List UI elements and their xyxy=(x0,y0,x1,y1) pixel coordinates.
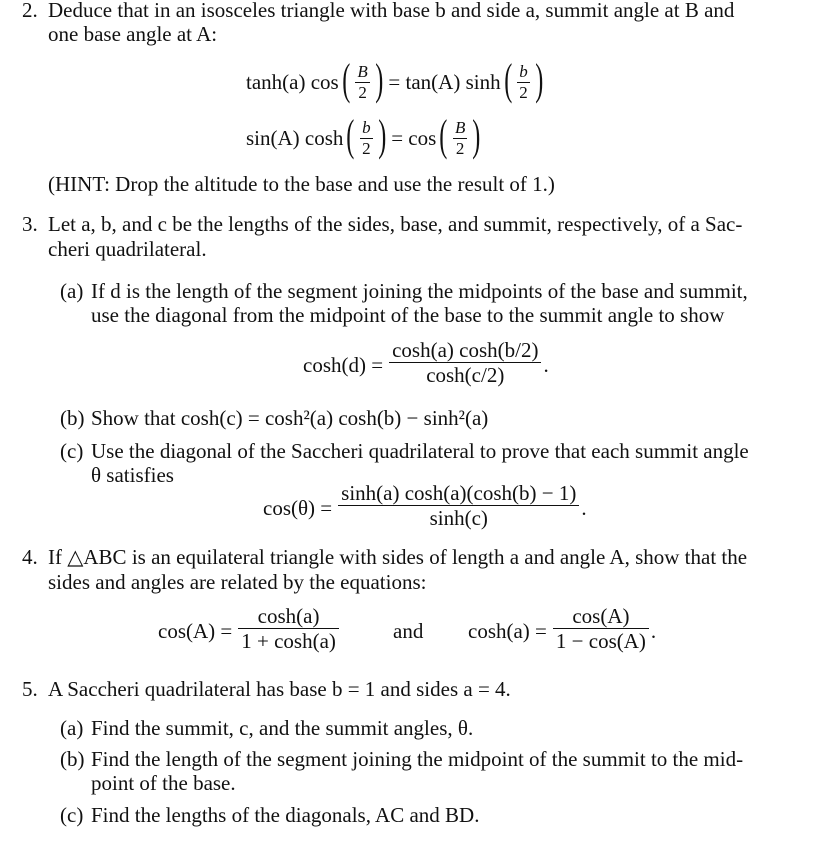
equation-3c: cos(θ) = $\frac{\sinh(a) \cosh(a)(\cosh(b) - 1)}{\sinh(c)}$ . xyxy=(263,481,587,531)
paren-frac-B-over-2: ( $\frac{B}{2}$ ) xyxy=(439,111,481,161)
problem-3b-text: Show that cosh(c) = cosh²(a) cosh(b) − sinh²(a) xyxy=(91,406,489,430)
eq-4-left1: cos(A) = xyxy=(158,618,233,643)
problem-3c-line2: θ satisfies xyxy=(91,463,174,487)
problem-4-number: 4. xyxy=(22,545,38,569)
frac-den: 2 xyxy=(358,82,367,102)
problem-3-text-line1: Let a, b, and c be the lengths of the sides, base, and summit, respectively, of a Sac- xyxy=(48,212,743,236)
paren-frac-b-over-2: ( $\frac{b}{2}$ ) xyxy=(503,55,544,105)
frac-num: b xyxy=(362,118,371,137)
eq-2-2-mid: = cos xyxy=(391,125,437,150)
problem-5a-text: Find the summit, c, and the summit angles, θ. xyxy=(91,716,474,740)
problem-3c-label: (c) xyxy=(60,439,84,463)
problem-5c-text: Find the lengths of the diagonals, AC and BD. xyxy=(91,803,480,827)
eq-3c-left: cos(θ) = xyxy=(263,495,333,520)
eq-4-denominator1: 1 + cosh(a) xyxy=(241,629,336,654)
frac-num: B xyxy=(454,118,466,137)
problem-3-text-line2: cheri quadrilateral. xyxy=(48,237,207,261)
frac-den: 2 xyxy=(362,138,371,158)
eq-2-1-left: tanh(a) cos xyxy=(246,69,339,94)
problem-3b-label: (b) xyxy=(60,406,85,430)
problem-2-text-line1: Deduce that in an isosceles triangle with base b and side a, summit angle at B and xyxy=(48,0,735,22)
frac-num: B xyxy=(357,62,368,81)
paren-frac-B-over-2: ( $\frac{B}{2}$ ) xyxy=(342,55,384,105)
problem-3a-line1: If d is the length of the segment joining the midpoints of the base and summit, xyxy=(91,279,748,303)
equation-3a: cosh(d) = $\frac{\cosh(a) \cosh(b/2)}{\cosh(c/2)}$ . xyxy=(303,338,549,388)
problem-5b-label: (b) xyxy=(60,747,85,771)
problem-2-text-line2: one base angle at A: xyxy=(48,22,218,46)
problem-2-hint: (HINT: Drop the altitude to the base and use the result of 1.) xyxy=(48,172,555,196)
problem-4-text-line2: sides and angles are related by the equations: xyxy=(48,570,427,594)
problem-2-number: 2. xyxy=(22,0,38,22)
eq-3c-numerator: sinh(a) cosh(a)(cosh(b) − 1) xyxy=(338,481,579,506)
equation-2-2 xyxy=(246,111,484,161)
eq-3c-denominator: sinh(c) xyxy=(429,506,488,531)
eq-3a-numerator: cosh(a) cosh(b/2) xyxy=(389,338,541,363)
eq-2-2-left: sin(A) cosh xyxy=(246,125,344,150)
equation-2-1 xyxy=(246,55,546,105)
frac-num: b xyxy=(519,62,528,81)
frac-den: 2 xyxy=(455,138,465,158)
eq-4-numerator1: cosh(a) xyxy=(238,604,339,629)
problem-3c-line1: Use the diagonal of the Saccheri quadrilateral to prove that each summit angle xyxy=(91,439,749,463)
problem-4-text-line1: If △ABC is an equilateral triangle with sides of length a and angle A, show that the xyxy=(48,545,748,569)
problem-3-number: 3. xyxy=(22,212,38,236)
eq-4-numerator2: cos(A) xyxy=(553,604,649,629)
frac-den: 2 xyxy=(519,82,528,102)
problem-5b-line1: Find the length of the segment joining the midpoint of the summit to the mid- xyxy=(91,747,744,771)
eq-3a-denominator: cosh(c/2) xyxy=(426,363,505,388)
eq-4-left2: cosh(a) = xyxy=(468,618,547,643)
problem-5-text: A Saccheri quadrilateral has base b = 1 and sides a = 4. xyxy=(48,677,511,701)
eq-2-1-mid: = tan(A) sinh xyxy=(388,69,501,94)
equation-4-right: cosh(a) = $\frac{\cos(A)}{1 - \cos(A)}$ . xyxy=(468,604,657,654)
eq-4-denominator2: 1 − cos(A) xyxy=(555,629,646,654)
problem-3a-label: (a) xyxy=(60,279,84,303)
problem-3a-line2: use the diagonal from the midpoint of the base to the summit angle to show xyxy=(91,303,725,327)
problem-5c-label: (c) xyxy=(60,803,84,827)
paren-frac-b-over-2: ( $\frac{b}{2}$ ) xyxy=(346,111,386,161)
eq-3a-left: cosh(d) = xyxy=(303,352,384,377)
equation-4-and: and xyxy=(393,619,424,643)
equation-4-left xyxy=(158,606,341,655)
problem-5b-line2: point of the base. xyxy=(91,771,236,795)
problem-5-number: 5. xyxy=(22,677,38,701)
problem-5a-label: (a) xyxy=(60,716,84,740)
